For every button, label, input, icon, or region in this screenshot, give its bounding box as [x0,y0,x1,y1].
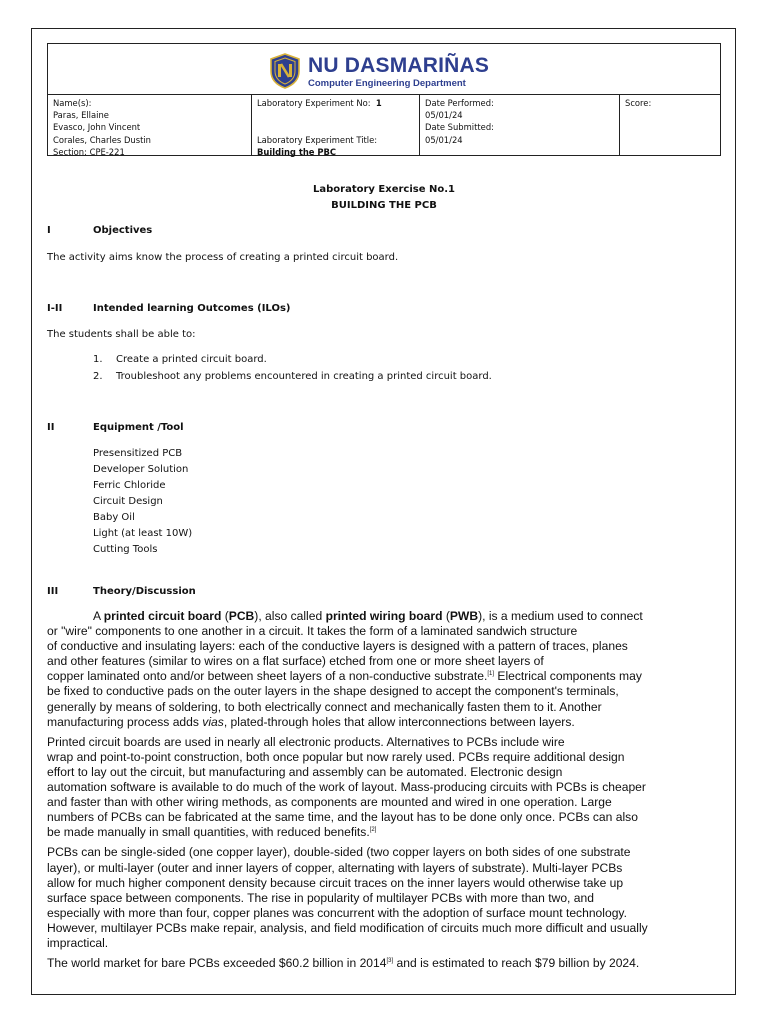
text-line: effort to lay out the circuit, but manufacturing and assembly can be automated. Electronic design [47,764,563,779]
text-run: ( [442,609,450,623]
ilo-item-2-text: Troubleshoot any problems encountered in creating a printed circuit board. [116,371,492,382]
text-run: and is estimated to reach $79 billion by 2024. [393,956,640,971]
text-run: manufacturing process adds [47,714,203,729]
document-title-line1: Laboratory Exercise No.1 [313,184,455,195]
equipment-item: Presensitized PCB [93,448,183,459]
ilos-heading: Intended learning Outcomes (ILOs) [93,303,291,314]
reference-3: [3] [386,958,394,965]
name-1: Paras, Ellaine [53,110,109,121]
equipment-item: Developer Solution [93,464,189,475]
dates-cell [420,95,620,156]
ilo-item-2-number: 2. [93,371,103,382]
reference-2: [2] [369,827,377,834]
theory-paragraph-3 [47,845,727,951]
text-run: , plated-through holes that allow interconnections between layers. [223,714,575,729]
text-run: be made manually in small quantities, with reduced benefits. [47,825,370,840]
equipment-item: Circuit Design [93,496,163,507]
score-cell [620,95,722,156]
text-line: PCBs can be single-sided (one copper layer), double-sided (two copper layers on both sides of one substrate [47,845,631,860]
exp-no-label: Laboratory Experiment No: [257,98,371,108]
header-table [47,43,721,156]
text-line: be fixed to conductive pads on the outer layers in the shape designed to accept the component's terminals, [47,684,619,699]
term-pcb: PCB [228,609,255,623]
text-line: layer), or multi-layer (outer and inner layers of copper, alternating with layers of substrate). Multi-layer PCBs [47,860,623,875]
text-line: and other features (similar to wires on a flat surface) etched from one or more sheet layers of [47,654,544,669]
objectives-number: I [47,225,51,236]
school-name: NU DASMARIÑAS [308,54,490,77]
ilos-intro: The students shall be able to: [47,329,196,340]
date-submitted: 05/01/24 [425,134,463,145]
exp-title: Building the PBC [257,146,337,157]
text-line: and faster than with other wiring methods, as components are mounted and wired in one operation. Large [47,795,612,810]
exp-no: 1 [375,98,382,108]
equipment-item: Light (at least 10W) [93,528,193,539]
section-label: Section: CPE-221 [53,146,125,157]
text-run: Electrical components may [494,669,642,684]
document-title-line2: BUILDING THE PCB [331,200,437,211]
equipment-item: Ferric Chloride [93,480,166,491]
text-line: surface space between components. The rise in popularity of multilayer PCBs with more than two, and [47,890,594,905]
text-run: copper laminated onto and/or between sheet layers of a non-conductive substrate. [47,669,488,684]
objectives-heading: Objectives [93,225,153,236]
text-run: ( [221,609,229,623]
name-2: Evasco, John Vincent [53,122,141,133]
exp-title-label: Laboratory Experiment Title: [257,134,378,145]
term-pwb: PWB [449,609,479,623]
ilos-number: I-II [47,303,63,314]
name-3: Corales, Charles Dustin [53,134,151,145]
text-run: ), also called [254,609,326,623]
term-printed-circuit-board: printed circuit board [103,609,222,623]
text-run: The world market for bare PCBs exceeded $60.2 billion in 2014 [47,956,387,971]
theory-paragraph-1 [47,609,727,730]
logo-row [48,44,720,95]
equipment-item: Baby Oil [93,512,135,523]
text-line: automation software is available to do much of the work of layout. Mass-producing circuits with PCBs is cheaper [47,780,646,795]
reference-1: [1] [487,671,495,678]
department-name: Computer Engineering Department [308,78,466,89]
theory-paragraph-4 [47,956,727,971]
text-run: A [93,609,104,623]
text-line: of conductive and insulating layers: each of the conductive layers is designed with a pattern of traces, planes [47,639,628,654]
theory-heading: Theory/Discussion [93,586,196,597]
names-cell [48,95,252,156]
text-line: allow for much higher component density because circuit traces on the inner layers would otherwise take up [47,875,624,890]
score-label: Score: [625,98,652,108]
date-performed: 05/01/24 [425,110,463,121]
date-performed-label: Date Performed: [425,98,494,108]
text-line: or "wire" components to one another in a circuit. It takes the form of a laminated sandwich structure [47,624,578,639]
school-seal-icon [268,53,302,89]
text-line: wrap and point-to-point construction, both once popular but now rarely used. PCBs require additional design [47,749,625,764]
text-line: generally by means of soldering, to both electrically connect and mechanically fasten them to it. Another [47,699,602,714]
text-line: numbers of PCBs can be fabricated at the same time, and the layout has to be done only once. PCBs can also [47,810,638,825]
term-printed-wiring-board: printed wiring board [325,609,443,623]
text-line: impractical. [47,935,109,950]
term-vias: vias [202,714,224,729]
experiment-cell [252,95,420,156]
equipment-number: II [47,422,55,433]
text-run: ), is a medium used to connect [478,609,643,623]
names-label: Name(s): [53,98,92,108]
theory-body [47,609,727,976]
info-row [48,95,720,156]
objectives-text: The activity aims know the process of creating a printed circuit board. [47,252,399,263]
ilo-item-1-text: Create a printed circuit board. [116,354,267,365]
ilo-item-1-number: 1. [93,354,103,365]
school-logo [268,53,508,89]
date-submitted-label: Date Submitted: [425,122,494,133]
theory-paragraph-2 [47,735,727,841]
theory-number: III [47,586,59,597]
equipment-heading: Equipment /Tool [93,422,184,433]
equipment-item: Cutting Tools [93,544,158,555]
text-line: However, multilayer PCBs make repair, analysis, and field modification of circuits much more difficult and usually [47,920,648,935]
text-line: especially with more than four, copper planes was concurrent with the adoption of surface mount technology. [47,905,627,920]
text-line: Printed circuit boards are used in nearly all electronic products. Alternatives to PCBs include wire [47,734,565,749]
